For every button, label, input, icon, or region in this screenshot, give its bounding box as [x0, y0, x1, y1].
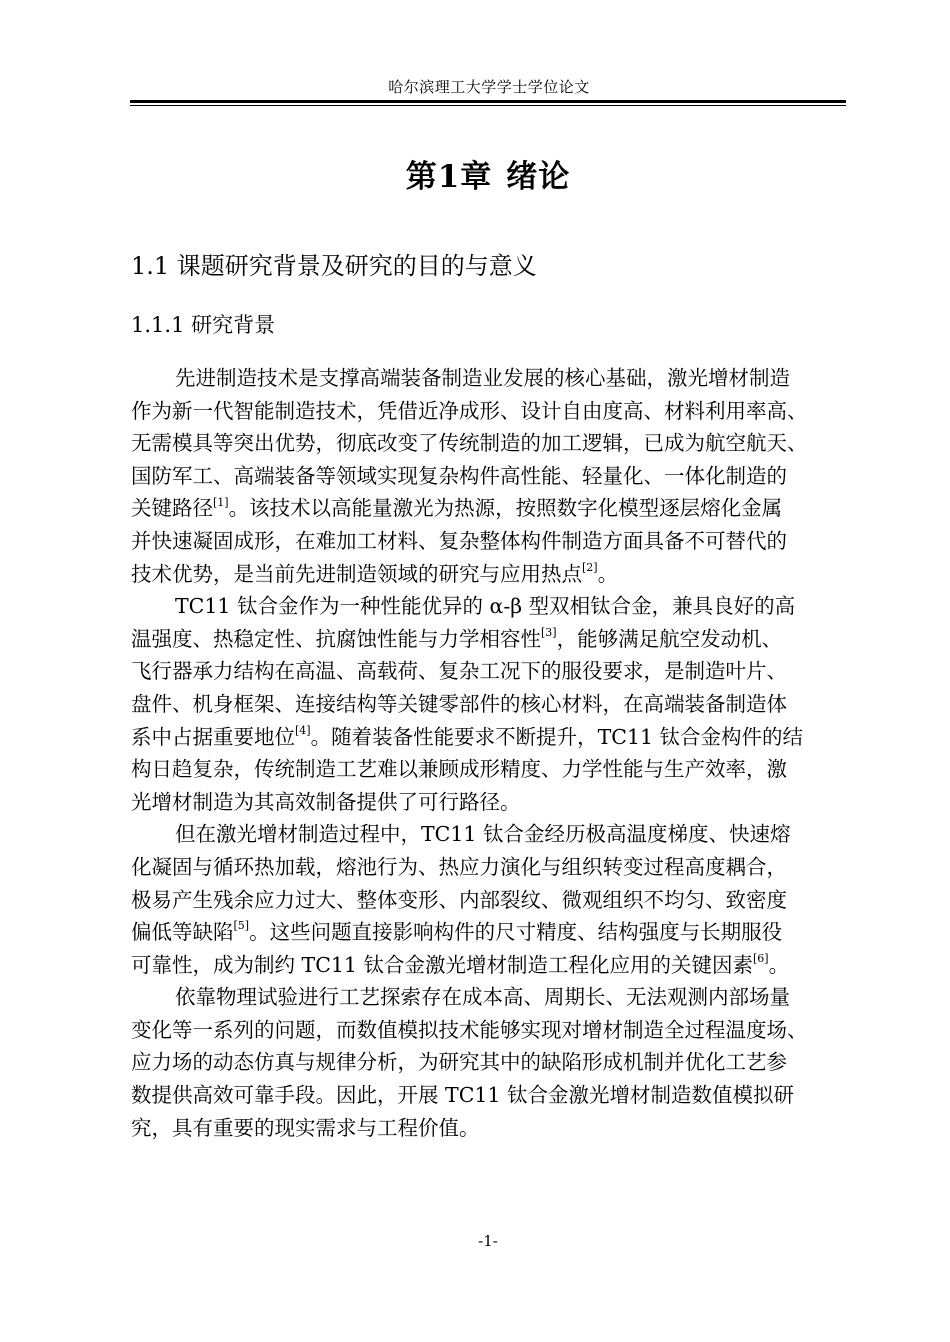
line-text: 应力场的动态仿真与规律分析，为研究其中的缺陷形成机制并优化工艺参 [131, 1050, 787, 1075]
chapter-title [0, 151, 950, 196]
text-line [131, 721, 851, 754]
text-line [131, 1014, 851, 1047]
text-line [131, 884, 851, 917]
line-text-continued: 。这些问题直接影响构件的尺寸精度、结构强度与长期服役 [249, 920, 783, 945]
line-text: TC11 钛合金作为一种性能优异的 α-β 型双相钛合金，兼具良好的高 [175, 594, 796, 619]
line-text: 系中占据重要地位 [131, 724, 295, 749]
paragraph [131, 818, 851, 981]
text-line [131, 558, 851, 591]
body-text [131, 362, 851, 1144]
text-line [131, 916, 851, 949]
subsection-heading: 1.1.1 研究背景 [131, 313, 276, 337]
line-text: 但在激光增材制造过程中，TC11 钛合金经历极高温度梯度、快速熔 [175, 822, 791, 847]
text-line [131, 655, 851, 688]
text-line [131, 1079, 851, 1112]
line-text-continued: ，能够满足航空发动机、 [556, 626, 783, 651]
line-text: 技术优势，是当前先进制造领域的研究与应用热点 [131, 561, 582, 586]
text-line [131, 786, 851, 819]
line-text-continued: 。 [597, 561, 619, 586]
line-text: 构日趋复杂，传统制造工艺难以兼顾成形精度、力学性能与生产效率，激 [131, 757, 787, 782]
text-line [131, 395, 851, 428]
line-text-continued: 。 [768, 952, 790, 977]
citation-ref: [3] [541, 625, 557, 639]
line-text: 依靠物理试验进行工艺探索存在成本高、周期长、无法观测内部场量 [175, 985, 790, 1010]
paragraph [131, 590, 851, 818]
text-line [131, 1112, 851, 1145]
citation-ref: [4] [295, 723, 311, 737]
text-line [131, 460, 851, 493]
citation-ref: [2] [582, 560, 598, 574]
section-heading: 1.1 课题研究背景及研究的目的与意义 [131, 252, 537, 280]
paragraph [131, 981, 851, 1144]
text-line [131, 492, 851, 525]
line-text: 温强度、热稳定性、抗腐蚀性能与力学相容性 [131, 626, 541, 651]
paragraph [131, 362, 851, 590]
text-line [131, 753, 851, 786]
text-line [131, 427, 851, 460]
text-line [131, 1046, 851, 1079]
chapter-name: 绪论 [506, 159, 571, 195]
line-text: 变化等一系列的问题，而数值模拟技术能够实现对增材制造全过程温度场、 [131, 1017, 808, 1042]
text-line [131, 525, 851, 558]
text-line [131, 623, 851, 656]
line-text-continued: 。该技术以高能量激光为热源，按照数字化模型逐层熔化金属 [228, 496, 783, 521]
line-text: 盘件、机身框架、连接结构等关键零部件的核心材料，在高端装备制造体 [131, 691, 787, 716]
line-text: 究，具有重要的现实需求与工程价值。 [131, 1115, 480, 1140]
line-text: 化凝固与循环热加载，熔池行为、热应力演化与组织转变过程高度耦合， [131, 854, 787, 879]
line-text: 先进制造技术是支撑高端装备制造业发展的核心基础，激光增材制造 [175, 366, 790, 390]
line-text-continued: 。随着装备性能要求不断提升，TC11 钛合金构件的结 [310, 724, 804, 749]
chapter-number: 第1章 [405, 159, 493, 195]
line-text: 极易产生残余应力过大、整体变形、内部裂纹、微观组织不均匀、致密度 [131, 887, 787, 912]
line-text: 作为新一代智能制造技术，凭借近净成形、设计自由度高、材料利用率高、 [131, 398, 808, 423]
line-text: 偏低等缺陷 [131, 920, 234, 945]
text-line [131, 688, 851, 721]
line-text: 可靠性，成为制约 TC11 钛合金激光增材制造工程化应用的关键因素 [131, 952, 753, 977]
line-text: 关键路径 [131, 496, 213, 521]
text-line [131, 981, 851, 1014]
line-text: 光增材制造为其高效制备提供了可行路径。 [131, 789, 521, 814]
text-line [131, 362, 851, 395]
page-number: -1- [478, 1232, 498, 1250]
text-line [131, 949, 851, 982]
text-line [131, 590, 851, 623]
citation-ref: [6] [752, 951, 769, 965]
header-rule-thin [130, 105, 846, 106]
text-line [131, 818, 851, 851]
citation-ref: [1] [213, 495, 229, 509]
line-text: 飞行器承力结构在高温、高载荷、复杂工况下的服役要求，是制造叶片、 [131, 659, 787, 684]
line-text: 国防军工、高端装备等领域实现复杂构件高性能、轻量化、一体化制造的 [131, 463, 787, 488]
line-text: 数提供高效可靠手段。因此，开展 TC11 钛合金激光增材制造数值模拟研 [131, 1083, 794, 1108]
citation-ref: [5] [233, 919, 250, 933]
header-rule-thick [130, 100, 846, 103]
line-text: 并快速凝固成形，在难加工材料、复杂整体构件制造方面具备不可替代的 [131, 528, 787, 553]
line-text: 无需模具等突出优势，彻底改变了传统制造的加工逻辑，已成为航空航天、 [131, 431, 808, 456]
running-header: 哈尔滨理工大学学士学位论文 [388, 78, 590, 96]
text-line [131, 851, 851, 884]
